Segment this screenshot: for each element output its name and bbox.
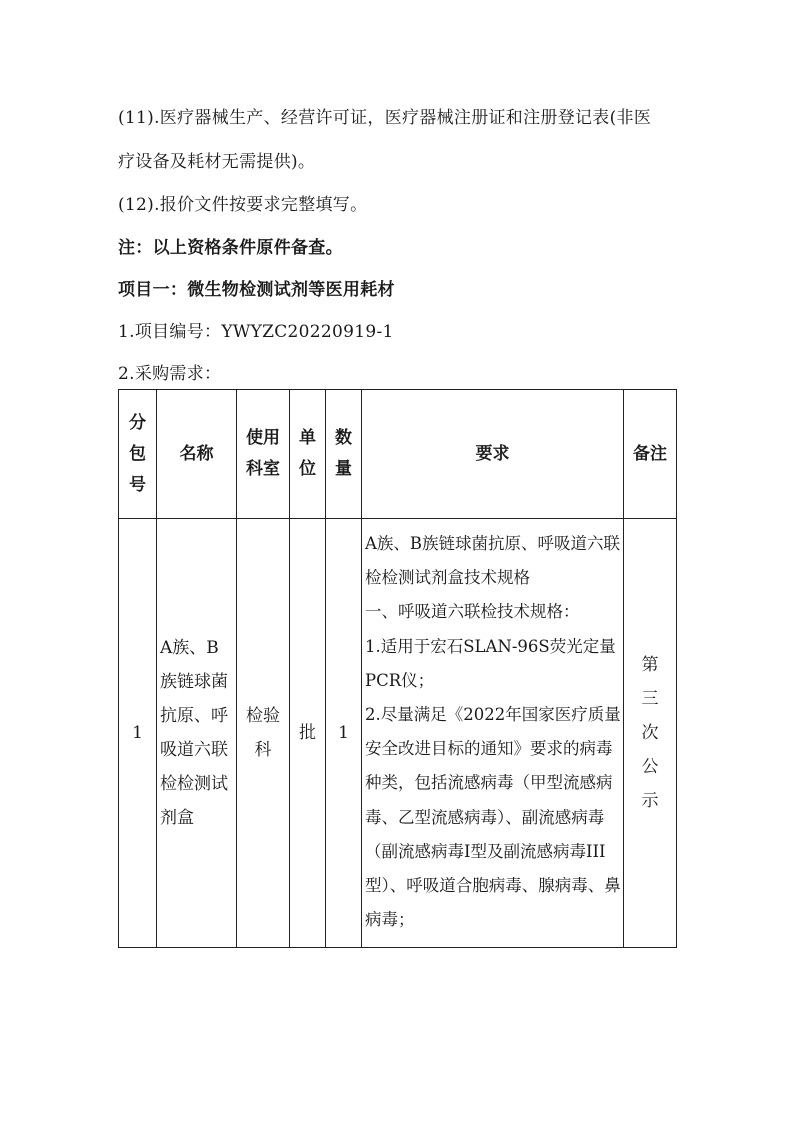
cell-quantity: 1 [326, 519, 362, 948]
cell-name: A族、B族链球菌抗原、呼吸道六联检检测试剂盒 [157, 519, 237, 948]
cell-requirements [362, 519, 624, 948]
header-name: 名称 [157, 390, 237, 519]
header-unit: 单位 [290, 390, 326, 519]
requirement-item-2: 2.尽量满足《2022年国家医疗质量安全改进目标的通知》要求的病毒种类，包括流感病毒（甲型流感病毒、乙型流感病毒）、副流感病毒（副流感病毒I型及副流感病毒III型）、呼吸道合胞病毒、腺病毒、鼻病毒； [365, 705, 621, 930]
cell-remarks: 第三次公示 [624, 519, 677, 948]
requirement-section-heading: 一、呼吸道六联检技术规格： [365, 602, 580, 622]
header-department: 使用科室 [237, 390, 290, 519]
procurement-requirements-heading: 2.采购需求： [118, 364, 222, 384]
cell-package-no: 1 [119, 519, 157, 948]
requirement-item-1: 1.适用于宏石SLAN-96S荧光定量PCR仪； [365, 636, 616, 690]
paragraph-qualification-11-line1: (11).医疗器械生产、经营许可证，医疗器械注册证和注册登记表(非医 [118, 108, 652, 128]
cell-department: 检验科 [237, 519, 290, 948]
table-header-row [119, 390, 677, 519]
paragraph-qualification-12: (12).报价文件按要求完整填写。 [118, 195, 368, 215]
project-number: 1.项目编号：YWYZC20220919-1 [118, 322, 394, 342]
paragraph-qualification-11-line2: 疗设备及耗材无需提供)。 [118, 152, 316, 172]
header-remarks: 备注 [624, 390, 677, 519]
table-row [119, 519, 677, 948]
header-quantity: 数量 [326, 390, 362, 519]
project-title: 项目一：微生物检测试剂等医用耗材 [118, 280, 395, 300]
cell-unit: 批 [290, 519, 326, 948]
requirement-title: A族、B族链球菌抗原、呼吸道六联检检测试剂盒技术规格 [365, 534, 621, 588]
header-package-no: 分包号 [119, 390, 157, 519]
note-originals-on-file: 注：以上资格条件原件备查。 [118, 238, 343, 258]
procurement-table [118, 389, 677, 948]
header-requirements: 要求 [362, 390, 624, 519]
